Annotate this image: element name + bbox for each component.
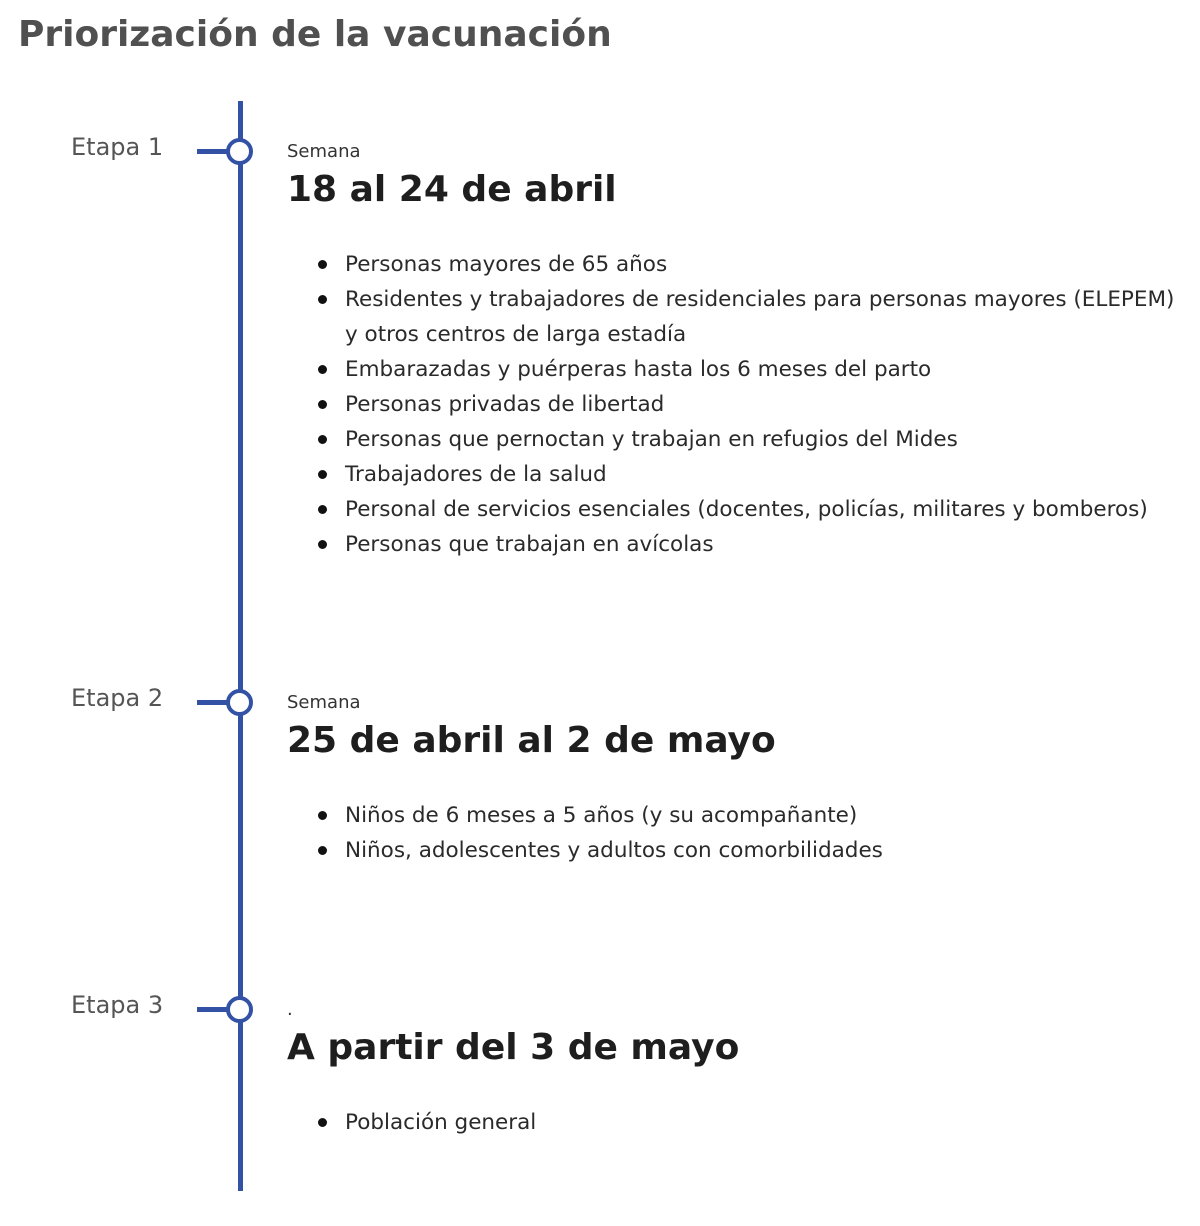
bullet-icon (318, 470, 327, 479)
stage-label: Etapa 1 (71, 133, 164, 161)
stage-group-list (345, 1105, 1185, 1140)
stage-week-label: Semana (287, 692, 361, 713)
stage-week-label: Semana (287, 141, 361, 162)
list-item: Población general (345, 1105, 1185, 1140)
list-item: Personas mayores de 65 años (345, 247, 1185, 282)
page-title: Priorización de la vacunación (18, 14, 612, 55)
bullet-icon (318, 295, 327, 304)
bullet-icon (318, 400, 327, 409)
list-item: Personal de servicios esenciales (docentes, policías, militares y bomberos) (345, 492, 1185, 527)
bullet-icon (318, 540, 327, 549)
bullet-icon (318, 1118, 327, 1127)
bullet-icon (318, 435, 327, 444)
stage-date-range: 25 de abril al 2 de mayo (287, 720, 776, 761)
stage-label: Etapa 2 (71, 684, 164, 712)
bullet-icon (318, 260, 327, 269)
stage-week-label: . (287, 999, 293, 1020)
list-item: Embarazadas y puérperas hasta los 6 meses del parto (345, 352, 1185, 387)
list-item: Niños de 6 meses a 5 años (y su acompañante) (345, 798, 1185, 833)
list-item: Residentes y trabajadores de residenciales para personas mayores (ELEPEM) y otros centros de larga estadía (345, 282, 1185, 352)
bullet-icon (318, 846, 327, 855)
bullet-icon (318, 811, 327, 820)
bullet-icon (318, 505, 327, 514)
stage-date-range: 18 al 24 de abril (287, 169, 617, 210)
stage-group-list (345, 798, 1185, 868)
list-item: Personas que pernoctan y trabajan en refugios del Mides (345, 422, 1185, 457)
list-item: Personas privadas de libertad (345, 387, 1185, 422)
list-item: Personas que trabajan en avícolas (345, 527, 1185, 562)
stage-date-range: A partir del 3 de mayo (287, 1027, 740, 1068)
timeline-line (238, 101, 243, 1191)
list-item: Trabajadores de la salud (345, 457, 1185, 492)
stage-label: Etapa 3 (71, 991, 164, 1019)
timeline-node-icon (226, 689, 253, 716)
timeline-node-icon (226, 996, 253, 1023)
timeline-node-icon (226, 138, 253, 165)
bullet-icon (318, 365, 327, 374)
stage-group-list (345, 247, 1185, 562)
list-item: Niños, adolescentes y adultos con comorbilidades (345, 833, 1185, 868)
